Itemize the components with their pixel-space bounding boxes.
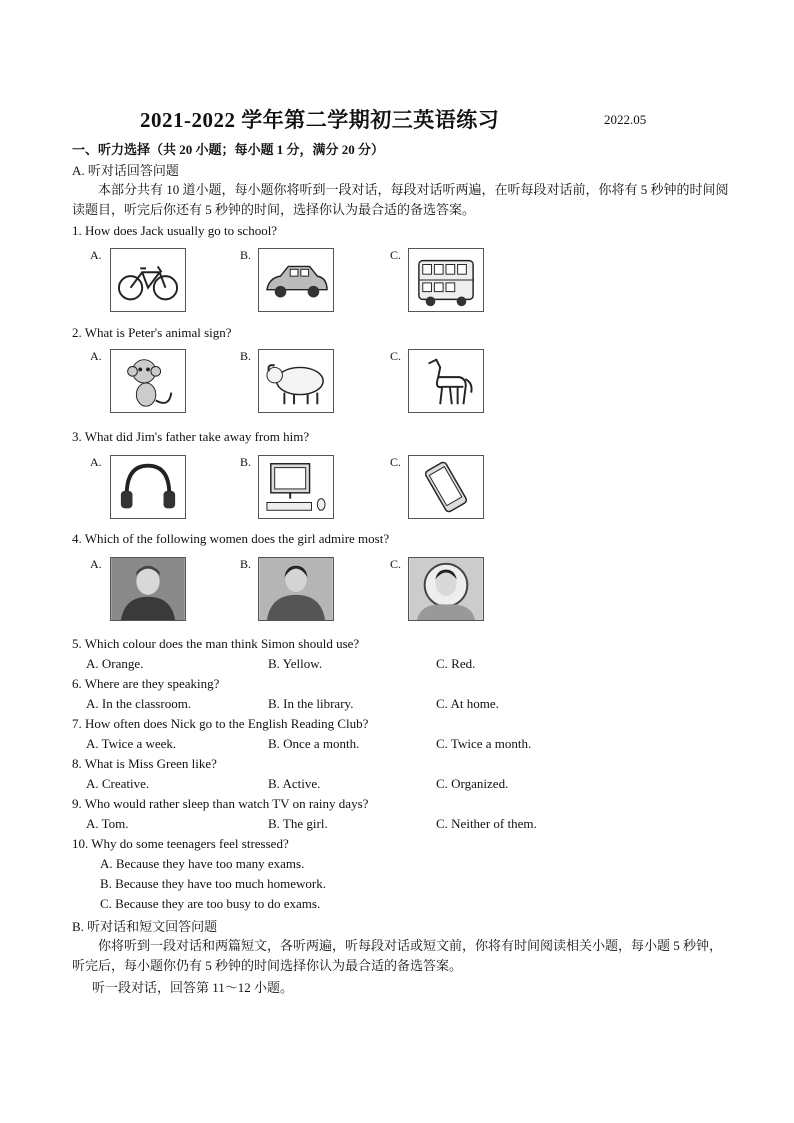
question-9: 9. Who would rather sleep than watch TV on rainy days?: [72, 796, 369, 811]
part-b-note: 听一段对话，回答第 11～12 小题。: [92, 980, 294, 995]
q10-option-c[interactable]: C. Because they are too busy to do exams.: [100, 896, 321, 911]
q3-label-b: B.: [240, 455, 252, 469]
q8-option-b[interactable]: B. Active.: [268, 776, 321, 791]
question-4: 4. Which of the following women does the girl admire most?: [72, 531, 390, 546]
q10-option-b[interactable]: B. Because they have too much homework.: [100, 876, 326, 891]
section-heading: 一、听力选择（共 20 小题；每小题 1 分，满分 20 分）: [72, 142, 385, 157]
question-5: 5. Which colour does the man think Simon should use?: [72, 636, 360, 651]
q8-option-c[interactable]: C. Organized.: [436, 776, 509, 791]
page-title: 2021-2022 学年第二学期初三英语练习: [140, 108, 500, 132]
question-10: 10. Why do some teenagers feel stressed?: [72, 836, 289, 851]
q9-option-c[interactable]: C. Neither of them.: [436, 816, 537, 831]
mobile-phone-icon[interactable]: [408, 455, 484, 519]
headphones-icon[interactable]: [110, 455, 186, 519]
q7-option-c[interactable]: C. Twice a month.: [436, 736, 532, 751]
computer-icon[interactable]: [258, 455, 334, 519]
double-decker-bus-icon[interactable]: [408, 248, 484, 312]
q7-option-b[interactable]: B. Once a month.: [268, 736, 360, 751]
part-a-instructions: 本部分共有 10 道小题，每小题你将听到一段对话，每段对话听两遍，在听每段对话前，你将有 5 秒钟的时间阅读题目，听完后你还有 5 秒钟的时间，选择你认为最合适的备选答案。: [72, 182, 729, 217]
q2-label-b: B.: [240, 349, 252, 363]
q1-label-b: B.: [240, 248, 252, 262]
q5-option-c[interactable]: C. Red.: [436, 656, 476, 671]
question-3: 3. What did Jim's father take away from him?: [72, 429, 310, 444]
q1-label-c: C.: [390, 248, 402, 262]
car-icon[interactable]: [258, 248, 334, 312]
elderly-woman-photo[interactable]: [110, 557, 186, 621]
q4-label-c: C.: [390, 557, 402, 571]
q5-option-b[interactable]: B. Yellow.: [268, 656, 323, 671]
question-1: 1. How does Jack usually go to school?: [72, 223, 278, 238]
q10-option-a[interactable]: A. Because they have too many exams.: [100, 856, 305, 871]
exam-date: 2022.05: [604, 112, 647, 127]
q8-option-a[interactable]: A. Creative.: [86, 776, 150, 791]
astronaut-woman-photo[interactable]: [408, 557, 484, 621]
q2-label-a: A.: [90, 349, 102, 363]
part-b-instructions: 你将听到一段对话和两篇短文，各听两遍，听每段对话或短文前，你将有时间阅读相关小题，每小题 5 秒钟，听完后，每小题你仍有 5 秒钟的时间选择你认为最合适的备选答案。: [72, 938, 723, 973]
q9-option-a[interactable]: A. Tom.: [86, 816, 129, 831]
q6-option-a[interactable]: A. In the classroom.: [86, 696, 192, 711]
question-2: 2. What is Peter's animal sign?: [72, 325, 232, 340]
q4-label-a: A.: [90, 557, 102, 571]
q6-option-c[interactable]: C. At home.: [436, 696, 499, 711]
question-8: 8. What is Miss Green like?: [72, 756, 217, 771]
q5-option-a[interactable]: A. Orange.: [86, 656, 144, 671]
question-7: 7. How often does Nick go to the English Reading Club?: [72, 716, 369, 731]
q3-label-a: A.: [90, 455, 102, 469]
q6-option-b[interactable]: B. In the library.: [268, 696, 354, 711]
sheep-icon[interactable]: [258, 349, 334, 413]
part-b-heading: B. 听对话和短文回答问题: [72, 919, 218, 934]
sportswoman-photo[interactable]: [258, 557, 334, 621]
q3-label-c: C.: [390, 455, 402, 469]
monkey-icon[interactable]: [110, 349, 186, 413]
question-6: 6. Where are they speaking?: [72, 676, 220, 691]
q1-label-a: A.: [90, 248, 102, 262]
q9-option-b[interactable]: B. The girl.: [268, 816, 328, 831]
q7-option-a[interactable]: A. Twice a week.: [86, 736, 177, 751]
bicycle-icon[interactable]: [110, 248, 186, 312]
q2-label-c: C.: [390, 349, 402, 363]
horse-icon[interactable]: [408, 349, 484, 413]
q4-label-b: B.: [240, 557, 252, 571]
part-a-heading: A. 听对话回答问题: [72, 163, 179, 178]
